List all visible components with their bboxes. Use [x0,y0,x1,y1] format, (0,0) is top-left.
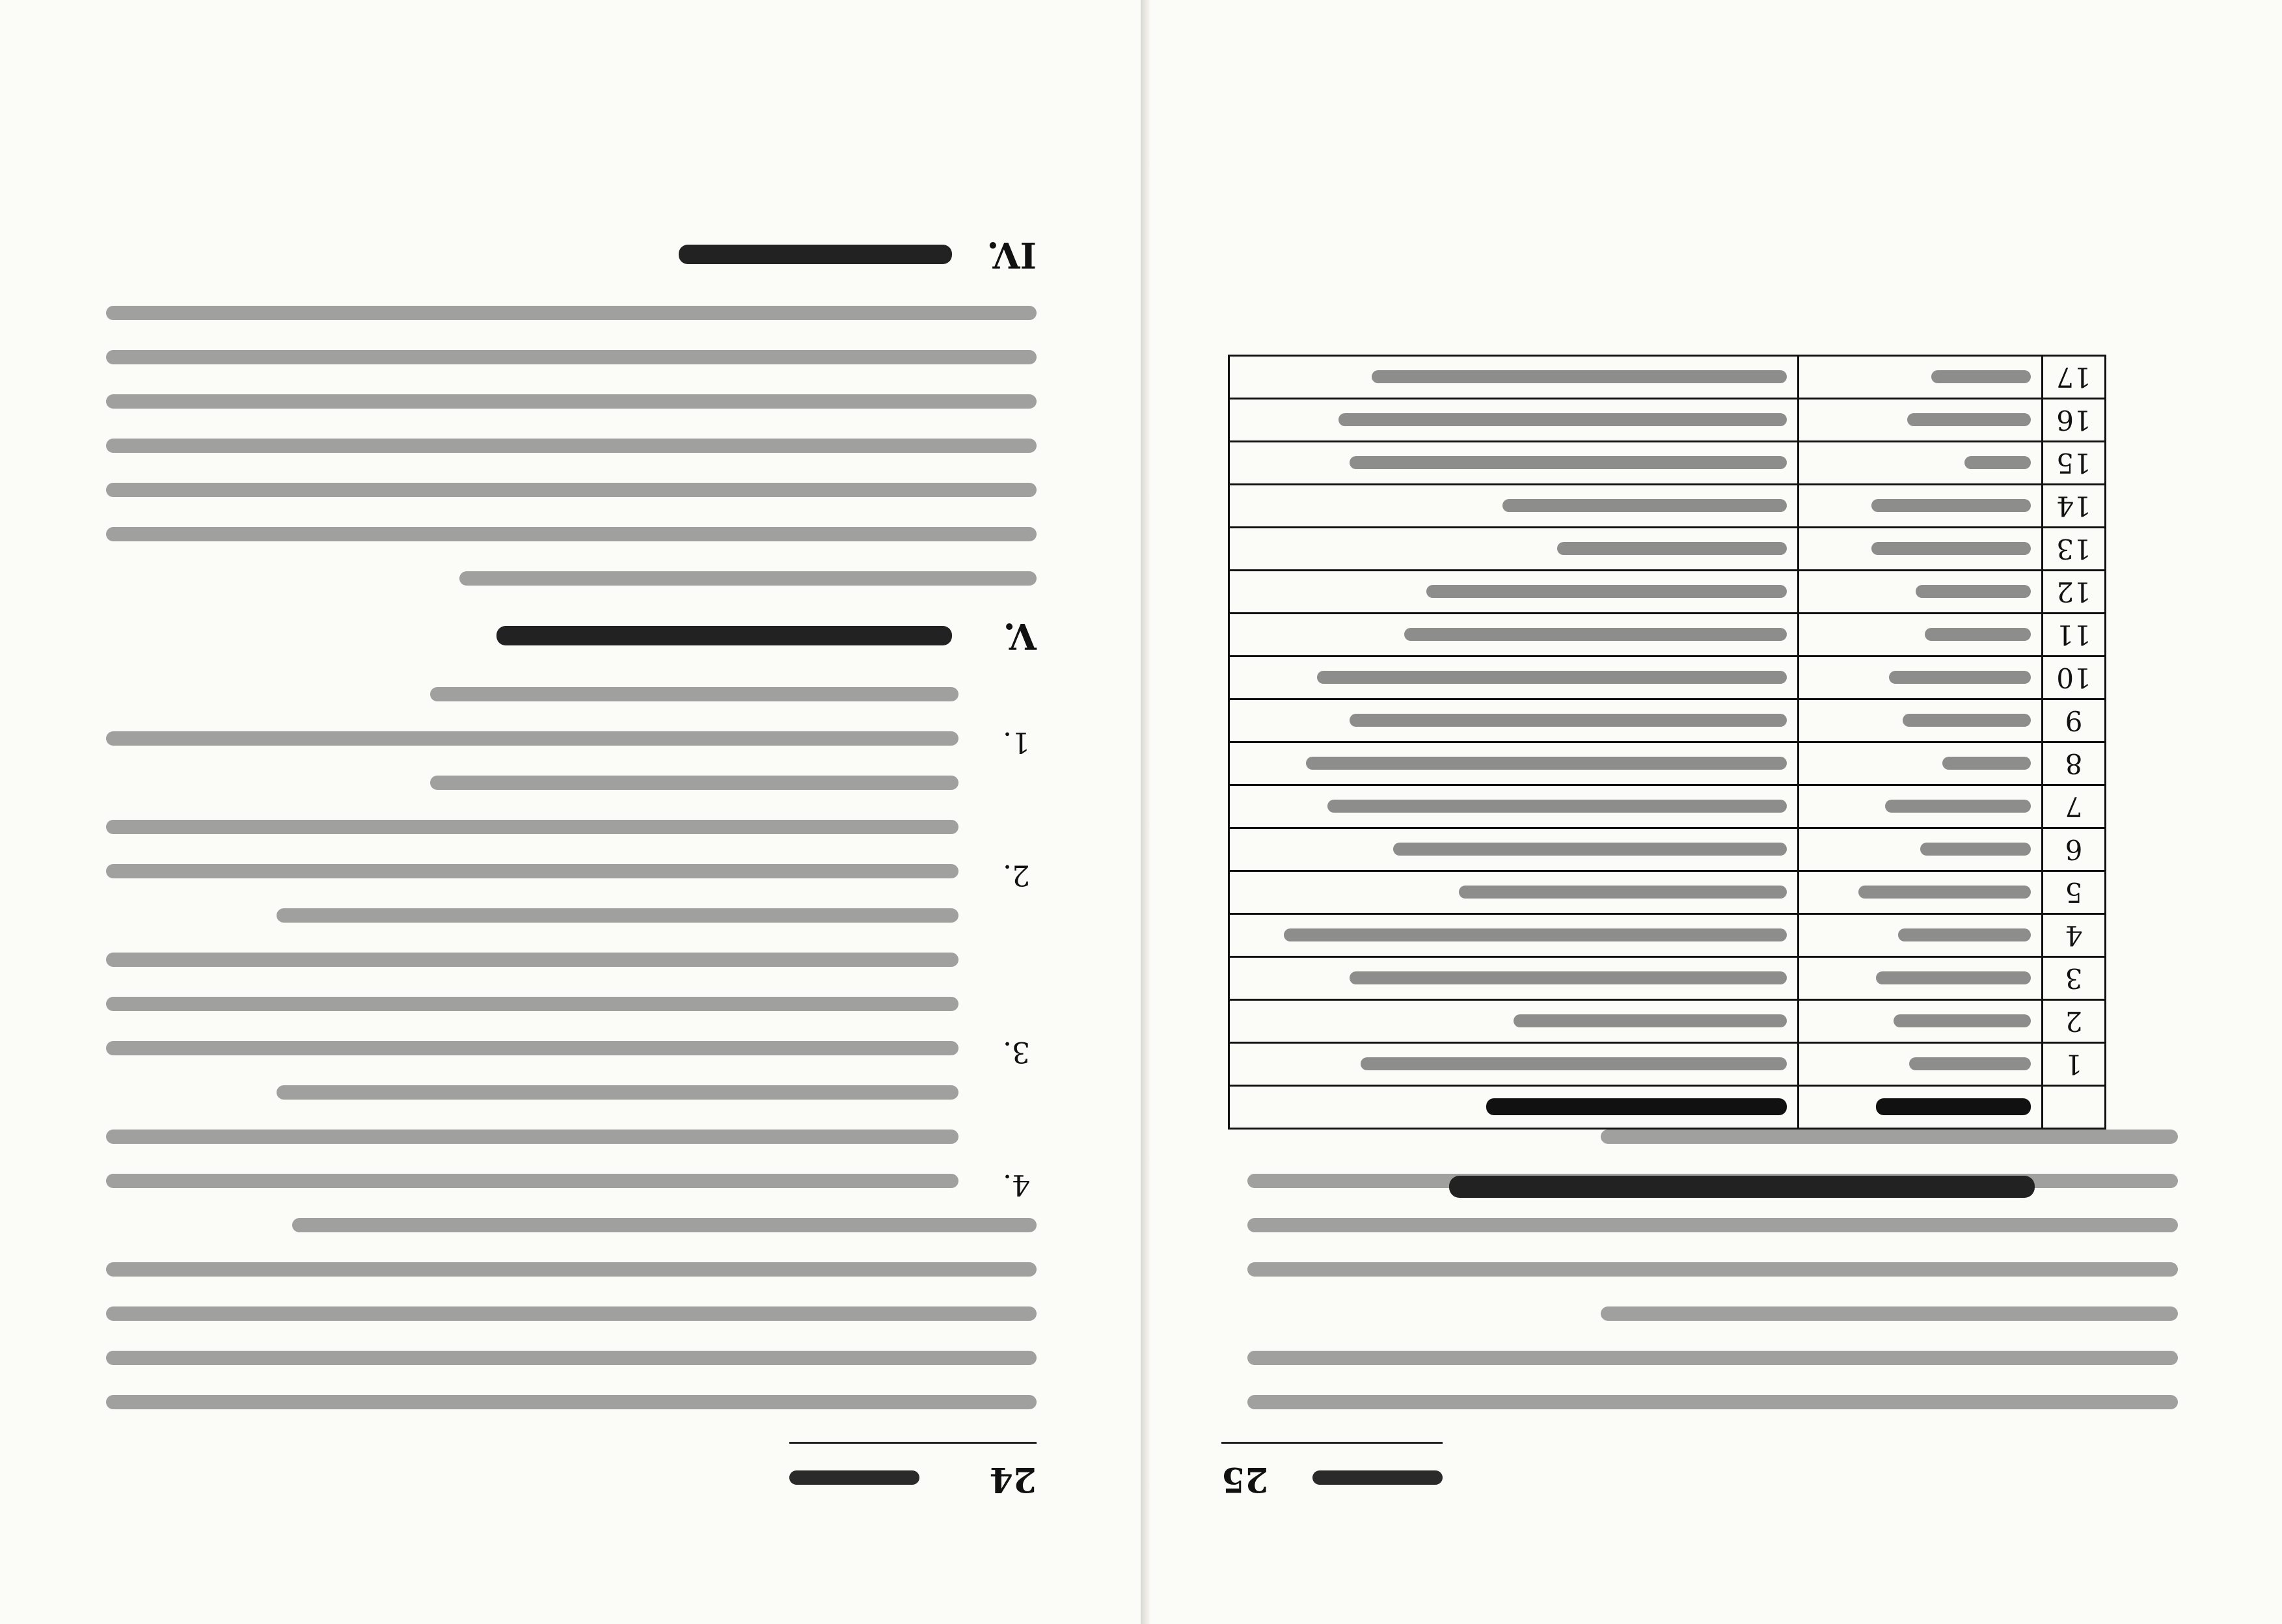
row-cell [1229,571,1799,614]
cell-text [1871,543,2031,556]
header-cell [1229,1086,1799,1129]
cell-text [1350,972,1787,985]
text-line [1247,1262,2178,1277]
table-row [1229,399,2106,442]
text-line [106,953,958,967]
cell-text [1894,1015,2031,1028]
row-cell [1229,699,1799,742]
text-line [106,394,1037,409]
cell-text [1338,414,1787,427]
running-header [789,1442,1037,1513]
text-line [106,731,958,746]
list-number: 3. [1003,1035,1030,1068]
cell-text [1372,371,1787,384]
table-title [1449,1176,2035,1198]
row-cell [1799,871,2043,914]
row-number: 1 [2043,1043,2106,1086]
row-cell [1799,742,2043,785]
row-number: 10 [2043,656,2106,699]
list-item [106,776,1037,891]
text-line [106,1306,1037,1321]
row-number: 11 [2043,614,2106,656]
table-row [1229,699,2106,742]
cell-text [1284,929,1787,942]
header-text [1486,1099,1787,1116]
list-number: 1. [1003,725,1030,759]
cell-text [1459,886,1787,899]
cell-text [1557,543,1787,556]
header-rule [789,1442,1037,1444]
row-cell [1229,656,1799,699]
text-line [1247,1218,2178,1232]
cell-text [1350,457,1787,470]
text-line [106,997,958,1011]
cell-text [1858,886,2031,899]
row-number: 16 [2043,399,2106,442]
row-number: 2 [2043,1000,2106,1043]
text-line [1601,1130,2178,1144]
text-line [430,776,958,790]
running-title [789,1470,919,1485]
text-line [106,1351,1037,1365]
table-row [1229,957,2106,1000]
row-cell [1229,742,1799,785]
row-cell [1799,614,2043,656]
text-line [106,820,958,834]
cell-text [1871,500,2031,513]
cell-text [1350,714,1787,727]
page-body [106,204,1037,1409]
cell-text [1426,586,1787,599]
row-number: 8 [2043,742,2106,785]
text-line [106,306,1037,320]
text-line [106,1041,958,1055]
row-cell [1799,785,2043,828]
row-cell [1229,914,1799,957]
row-cell [1229,614,1799,656]
table-row [1229,356,2106,399]
cell-text [1393,843,1787,856]
row-cell [1799,1043,2043,1086]
cell-text [1514,1015,1787,1028]
text-line [106,1174,958,1188]
table-row [1229,1000,2106,1043]
cell-text [1306,757,1787,770]
row-cell [1799,656,2043,699]
section-iv-heading [106,232,1037,276]
cell-text [1909,1058,2031,1071]
row-cell [1799,914,2043,957]
text-line [106,483,1037,497]
cell-text [1502,500,1787,513]
page-number: 25 [1221,1459,1269,1499]
table-row [1229,528,2106,571]
row-cell [1229,957,1799,1000]
table-row [1229,1043,2106,1086]
running-header [1221,1442,1443,1513]
cell-text [1920,843,2031,856]
row-number: 12 [2043,571,2106,614]
row-cell [1229,828,1799,871]
list-table [1228,355,2106,1130]
table-row [1229,656,2106,699]
table-row [1229,614,2106,656]
cell-text [1876,972,2031,985]
list-number: 2. [1003,858,1030,891]
cell-text [1885,800,2031,813]
row-number: 15 [2043,442,2106,485]
header-rule [1221,1442,1443,1444]
text-line [277,1085,958,1100]
table-row [1229,485,2106,528]
row-cell [1229,785,1799,828]
cell-text [1898,929,2031,942]
row-number: 7 [2043,785,2106,828]
section-number: V. [1003,616,1037,657]
page-number: 24 [989,1459,1037,1499]
row-cell [1799,528,2043,571]
cell-text [1361,1058,1787,1071]
row-number: 13 [2043,528,2106,571]
row-cell [1229,442,1799,485]
cell-text [1889,671,2031,684]
text-line [106,1262,1037,1277]
row-cell [1229,399,1799,442]
row-cell [1799,957,2043,1000]
table-row [1229,828,2106,871]
row-number: 14 [2043,485,2106,528]
text-line [1601,1306,2178,1321]
section-title [496,626,952,645]
header-cell [2043,1086,2106,1129]
cell-text [1942,757,2031,770]
cell-text [1916,586,2031,599]
table-header-row [1229,1086,2106,1129]
cell-text [1925,629,2031,642]
table-row [1229,571,2106,614]
section-number: IV. [986,234,1037,276]
section-v-heading [106,613,1037,657]
row-number: 17 [2043,356,2106,399]
row-number: 5 [2043,871,2106,914]
text-line [459,571,1037,586]
text-line [106,439,1037,453]
row-cell [1229,528,1799,571]
header-text [1876,1099,2031,1116]
row-cell [1799,356,2043,399]
section-title [679,245,952,264]
cell-text [1317,671,1787,684]
row-cell [1799,828,2043,871]
table-row [1229,442,2106,485]
table-row [1229,871,2106,914]
page-left [1141,0,2282,1624]
header-cell [1799,1086,2043,1129]
running-title [1312,1470,1443,1485]
row-number: 6 [2043,828,2106,871]
row-cell [1799,399,2043,442]
cell-text [1964,457,2031,470]
cell-text [1907,414,2031,427]
row-cell [1229,1043,1799,1086]
text-line [277,908,958,923]
cell-text [1903,714,2031,727]
cell-text [1931,371,2031,384]
text-line [106,1130,958,1144]
table-row [1229,914,2106,957]
row-cell [1799,571,2043,614]
paragraph-continued [1247,1100,2178,1409]
cell-text [1404,629,1787,642]
row-number: 9 [2043,699,2106,742]
row-cell [1799,442,2043,485]
row-cell [1229,485,1799,528]
row-cell [1799,485,2043,528]
text-line [106,864,958,878]
text-line [106,1395,1037,1409]
list-item [106,1085,1037,1201]
list-item [106,687,1037,759]
cell-text [1327,800,1787,813]
list-item [106,908,1037,1068]
list-number: 4. [1003,1168,1030,1201]
text-line [106,350,1037,364]
row-number: 4 [2043,914,2106,957]
text-line [430,687,958,701]
text-line [1247,1395,2178,1409]
row-cell [1799,1000,2043,1043]
row-cell [1229,356,1799,399]
row-cell [1799,699,2043,742]
text-line [1247,1351,2178,1365]
row-cell [1229,871,1799,914]
row-number: 3 [2043,957,2106,1000]
text-line [106,527,1037,541]
table-row [1229,785,2106,828]
row-cell [1229,1000,1799,1043]
text-line [292,1218,1037,1232]
table-row [1229,742,2106,785]
